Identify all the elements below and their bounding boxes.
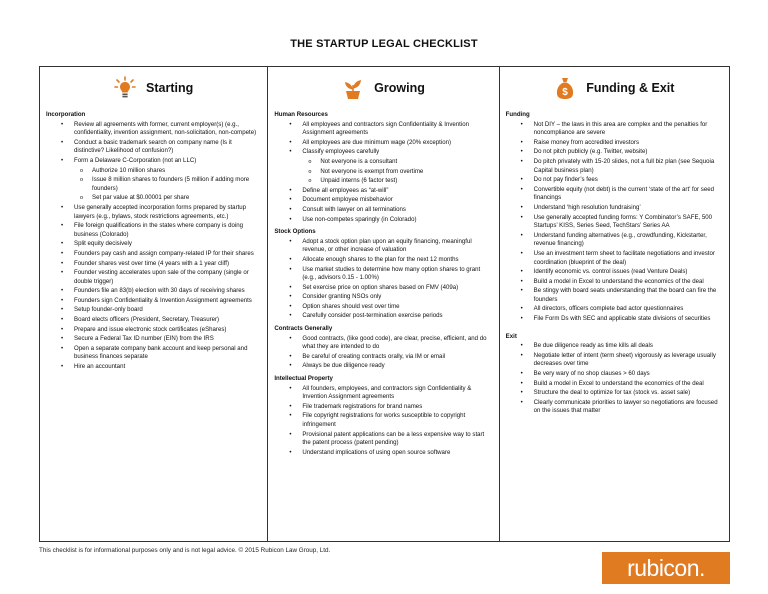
list-item: • Founders file an 83(b) election with 30 days of receiving shares: [46, 287, 262, 296]
lightbulb-icon: [114, 76, 136, 100]
list-item: • Build a model in Excel to understand the economics of the deal: [506, 380, 724, 389]
list-item: • Secure a Federal Tax ID number (EIN) from the IRS: [46, 335, 262, 344]
incorporation-list: [46, 121, 262, 372]
sub-list-item: o Authorize 10 million shares: [46, 167, 262, 176]
list-item: • Adopt a stock option plan upon an equity financing, meaningful revenue, or other increase of valuation: [274, 238, 493, 255]
column-heading: Starting: [146, 81, 194, 95]
list-item: • Board elects officers (President, Secretary, Treasurer): [46, 316, 262, 325]
section-title: Exit: [505, 332, 517, 340]
intellectual-property-list: [274, 385, 493, 458]
list-item: • Form a Delaware C-Corporation (not an LLC): [46, 157, 262, 166]
list-item: • Do pitch privately with 15-20 slides, not a full biz plan (see Sequoia Capital business plan): [506, 158, 724, 175]
stock-options-list: [274, 238, 493, 321]
list-item: • Use an investment term sheet to facilitate negotiations and investor coordination (blueprint of the deal): [506, 250, 724, 267]
list-item: • Founder shares vest over time (4 years with a 1 year cliff): [46, 260, 262, 269]
plant-icon: [342, 76, 364, 100]
section-title: Intellectual Property: [274, 375, 333, 383]
list-item: • Use generally accepted funding forms: Y Combinator’s SAFE, 500 Startups’ KISS, Series Seed, TechStars’ Series AA: [506, 214, 724, 231]
list-item: • Good contracts, (like good code), are clear, precise, efficient, and do what they are intended to do: [274, 335, 493, 352]
list-item: • Conduct a basic trademark search on company name (Is it distinctive? Likelihood of confusion?): [46, 139, 262, 156]
list-item: • Consider granting NSOs only: [274, 293, 493, 302]
svg-text:$: $: [562, 87, 569, 98]
list-item: • Understand implications of using open source software: [274, 449, 493, 458]
list-item: • Hire an accountant: [46, 363, 262, 372]
list-item: • Do not pitch publicly (e.g. Twitter, website): [506, 148, 724, 157]
column-starting: [40, 67, 268, 541]
disclaimer: This checklist is for informational purposes only and is not legal advice. © 2015 Rubicon Law Group, Ltd.: [39, 547, 331, 554]
exit-list: [506, 342, 724, 416]
column-header-starting: [40, 67, 267, 109]
column-funding-exit: [500, 67, 729, 541]
list-item: • Convertible equity (not debt) is the current ‘state of the art’ for seed financings: [506, 186, 724, 203]
list-item: • Founders sign Confidentiality & Invention Assignment agreements: [46, 297, 262, 306]
funding-list: [506, 121, 724, 324]
section-title: Human Resources: [274, 111, 328, 118]
column-heading: Funding & Exit: [586, 81, 675, 95]
list-item: • All directors, officers complete bad actor questionnaires: [506, 305, 724, 314]
sub-list-item: o Unpaid interns (6 factor test): [274, 177, 493, 186]
list-item: • Understand funding alternatives (e.g., crowdfunding, Kickstarter, revenue financing): [506, 232, 724, 249]
list-item: • Not DIY – the laws in this area are complex and the penalties for noncompliance are severe: [506, 121, 724, 138]
contracts-list: [274, 335, 493, 371]
list-item: • Be stingy with board seats understanding that the board can fire the founders: [506, 287, 724, 304]
list-item: • All employees are due minimum wage (20% exception): [274, 139, 493, 148]
list-item: • File foreign qualifications in the states where company is doing business (Colorado): [46, 222, 262, 239]
list-item: • File trademark registrations for brand names: [274, 403, 493, 412]
list-item: • Do not pay finder’s fees: [506, 176, 724, 185]
list-item: • Raise money from accredited investors: [506, 139, 724, 148]
list-item: • Open a separate company bank account and keep personal and business finances separate: [46, 345, 262, 362]
section-title: Stock Options: [274, 228, 316, 236]
list-item: • All founders, employees, and contractors sign Confidentiality & Invention Assignment agreements: [274, 385, 493, 402]
column-heading: Growing: [374, 81, 425, 95]
list-item: • Allocate enough shares to the plan for the next 12 months: [274, 256, 493, 265]
column-header-growing: [268, 67, 498, 109]
checklist-table: [39, 66, 730, 542]
list-item: • Be very wary of no shop clauses > 60 days: [506, 370, 724, 379]
column-header-funding: [500, 67, 729, 109]
list-item: • All employees and contractors sign Confidentiality & Invention Assignment agreements: [274, 121, 493, 138]
list-item: • Review all agreements with former, current employer(s) (e.g., confidentiality, invention assignment, non-solicitation, non-compete): [46, 121, 262, 138]
section-title: Funding: [505, 111, 530, 118]
list-item: • Founder vesting accelerates upon sale of the company (single or double trigger): [46, 269, 262, 286]
list-item: • Identify economic vs. control issues (read Venture Deals): [506, 268, 724, 277]
list-item: • Set exercise price on option shares based on FMV (409a): [274, 284, 493, 293]
list-item: • Consult with lawyer on all terminations: [274, 206, 493, 215]
list-item: • Carefully consider post-termination exercise periods: [274, 312, 493, 321]
list-item: • Use generally accepted incorporation forms prepared by startup lawyers (e.g., bylaws, stock restrictions agreements, etc.): [46, 204, 262, 221]
list-item: • Clearly communicate priorities to lawyer so negotiations are focused on the issues that matter: [506, 399, 724, 416]
list-item: • Setup founder-only board: [46, 306, 262, 315]
list-item: • Document employee misbehavior: [274, 196, 493, 205]
rubicon-logo: rubicon.: [602, 552, 730, 584]
list-item: • Use non-competes sparingly (in Colorado): [274, 216, 493, 225]
list-item: • File Form Ds with SEC and applicable state divisions of securities: [506, 315, 724, 324]
list-item: • Be careful of creating contracts orally, via IM or email: [274, 353, 493, 362]
list-item: • Build a model in Excel to understand the economics of the deal: [506, 278, 724, 287]
list-item: • Be due diligence ready as time kills all deals: [506, 342, 724, 351]
sub-list-item: o Not everyone is exempt from overtime: [274, 168, 493, 177]
sub-list-item: o Set par value at $0.00001 per share: [46, 194, 262, 203]
list-item: • Provisional patent applications can be a less expensive way to start the patent process (patent pending): [274, 431, 493, 448]
list-item: • Structure the deal to optimize for tax (stock vs. asset sale): [506, 389, 724, 398]
list-item: • Option shares should vest over time: [274, 303, 493, 312]
list-item: • Classify employees carefully: [274, 148, 493, 157]
list-item: • Split equity decisively: [46, 240, 262, 249]
list-item: • Always be due diligence ready: [274, 362, 493, 371]
list-item: • File copyright registrations for works susceptible to copyright infringement: [274, 412, 493, 429]
human-resources-list: [274, 121, 493, 225]
money-bag-icon: [554, 76, 576, 100]
section-title: Incorporation: [46, 111, 86, 118]
section-title: Contracts Generally: [274, 325, 333, 333]
sub-list-item: o Issue 8 million shares to founders (5 million if adding more founders): [46, 176, 262, 193]
list-item: • Negotiate letter of intent (term sheet) vigorously as leverage usually decreases over time: [506, 352, 724, 369]
list-item: • Founders pay cash and assign company-related IP for their shares: [46, 250, 262, 259]
list-item: • Prepare and issue electronic stock certificates (eShares): [46, 326, 262, 335]
page-title: THE STARTUP LEGAL CHECKLIST: [290, 38, 478, 50]
list-item: • Understand ‘high resolution fundraising’: [506, 204, 724, 213]
list-item: • Define all employees as “at-will”: [274, 187, 493, 196]
column-growing: [268, 67, 499, 541]
list-item: • Use market studies to determine how many option shares to grant (e.g., advisors 0.15 - 1.00%): [274, 266, 493, 283]
sub-list-item: o Not everyone is a consultant: [274, 158, 493, 167]
